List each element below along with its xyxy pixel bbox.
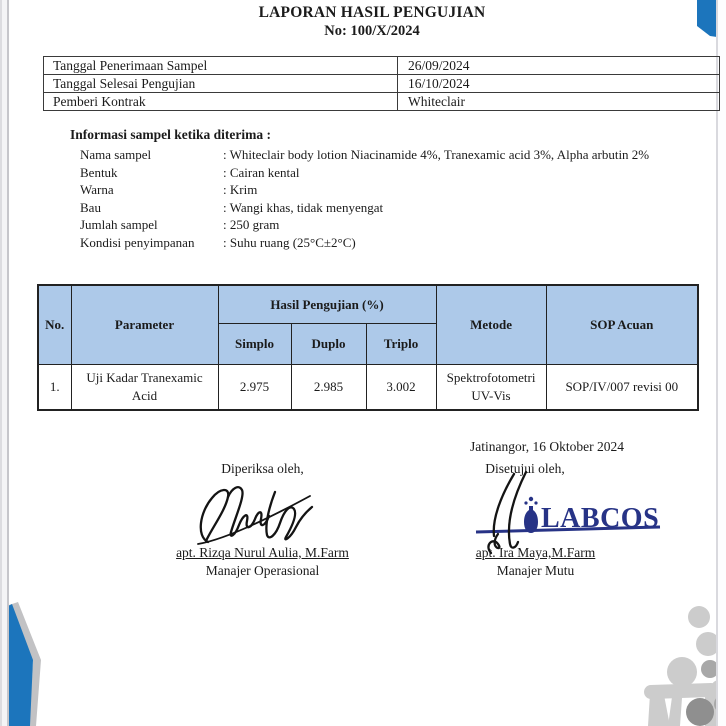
result-simplo: 2.975 [218, 365, 291, 411]
result-sop: SOP/IV/007 revisi 00 [546, 365, 698, 411]
sample-info-value: : Cairan kental [223, 164, 300, 180]
sample-info-row [80, 164, 690, 182]
sample-info-label: Kondisi penyimpanan [80, 234, 195, 250]
checker-signature-icon [192, 478, 327, 550]
sample-info-heading: Informasi sampel ketika diterima : [70, 127, 271, 142]
meta-row [44, 75, 720, 93]
document-number: No: 100/X/2024 [324, 23, 420, 39]
sample-info-label: Nama sampel [80, 147, 152, 162]
result-row [38, 365, 698, 411]
meta-label: Tanggal Penerimaan Sampel [44, 57, 398, 75]
sample-info-label: Warna [80, 182, 114, 197]
page-edge-left-line [7, 0, 9, 726]
title-block [18, 4, 726, 40]
result-metode: Spektrofotometri UV-Vis [436, 365, 546, 411]
checked-by-label: Diperiksa oleh, [221, 461, 304, 476]
place-date: Jatinangor, 16 Oktober 2024 [470, 439, 624, 454]
sample-info-row [80, 146, 690, 164]
col-header-hasil: Hasil Pengujian (%) [218, 285, 436, 324]
labcos-logo [522, 496, 659, 534]
meta-label: Tanggal Selesai Pengujian [44, 75, 398, 93]
approver-name: apt. Ira Maya,M.Farm [475, 545, 596, 560]
sample-info-label: Bau [80, 199, 101, 215]
bubbles-flask-icon [644, 606, 726, 726]
sample-info-value: : Suhu ruang (25°C±2°C) [223, 234, 356, 250]
approver-role: Manajer Mutu [496, 563, 575, 578]
checker-role: Manajer Operasional [205, 563, 320, 578]
col-header-parameter: Parameter [71, 285, 218, 365]
col-header-triplo: Triplo [366, 324, 436, 365]
sample-info-row [80, 181, 690, 199]
sample-info-rows [80, 146, 690, 251]
sample-info-row [80, 216, 690, 234]
col-header-simplo: Simplo [218, 324, 291, 365]
sample-info-value: : Wangi khas, tidak menyengat [223, 199, 384, 215]
col-header-duplo: Duplo [291, 324, 366, 365]
ribbon-shadow [9, 602, 41, 726]
sample-info-row [80, 199, 690, 217]
sample-info-value: : 250 gram [223, 217, 280, 232]
result-parameter: Uji Kadar Tranexamic Acid [71, 365, 218, 411]
sample-info-label: Jumlah sampel [80, 217, 158, 232]
meta-row [44, 57, 720, 75]
col-header-sop: SOP Acuan [546, 285, 698, 365]
meta-row [44, 93, 720, 111]
meta-table [43, 56, 720, 111]
meta-value: 16/10/2024 [398, 75, 720, 93]
sample-info-value: : Krim [223, 182, 258, 197]
labcos-logo-text: LABCOS [541, 503, 660, 534]
approver-signature [468, 468, 668, 556]
meta-value: Whiteclair [398, 93, 720, 111]
sample-info-label: Bentuk [80, 164, 118, 180]
approved-by-label: Disetujui oleh, [485, 461, 565, 476]
sample-info-section [70, 126, 690, 251]
result-duplo: 2.985 [291, 365, 366, 411]
col-header-no: No. [38, 285, 71, 365]
flask-icon [522, 496, 540, 534]
results-header-row [38, 285, 698, 324]
checker-name: apt. Rizqa Nurul Aulia, M.Farm [176, 545, 349, 560]
meta-value: 26/09/2024 [398, 57, 720, 75]
results-table [37, 284, 699, 411]
col-header-metode: Metode [436, 285, 546, 365]
sample-info-row [80, 234, 690, 252]
sample-info-value: : Whiteclair body lotion Niacinamide 4%, Tranexamic acid 3%, Alpha arbutin 2% [223, 147, 650, 162]
meta-label: Pemberi Kontrak [44, 93, 398, 111]
document-title: LAPORAN HASIL PENGUJIAN [258, 4, 486, 21]
result-triplo: 3.002 [366, 365, 436, 411]
result-no: 1. [38, 365, 71, 411]
